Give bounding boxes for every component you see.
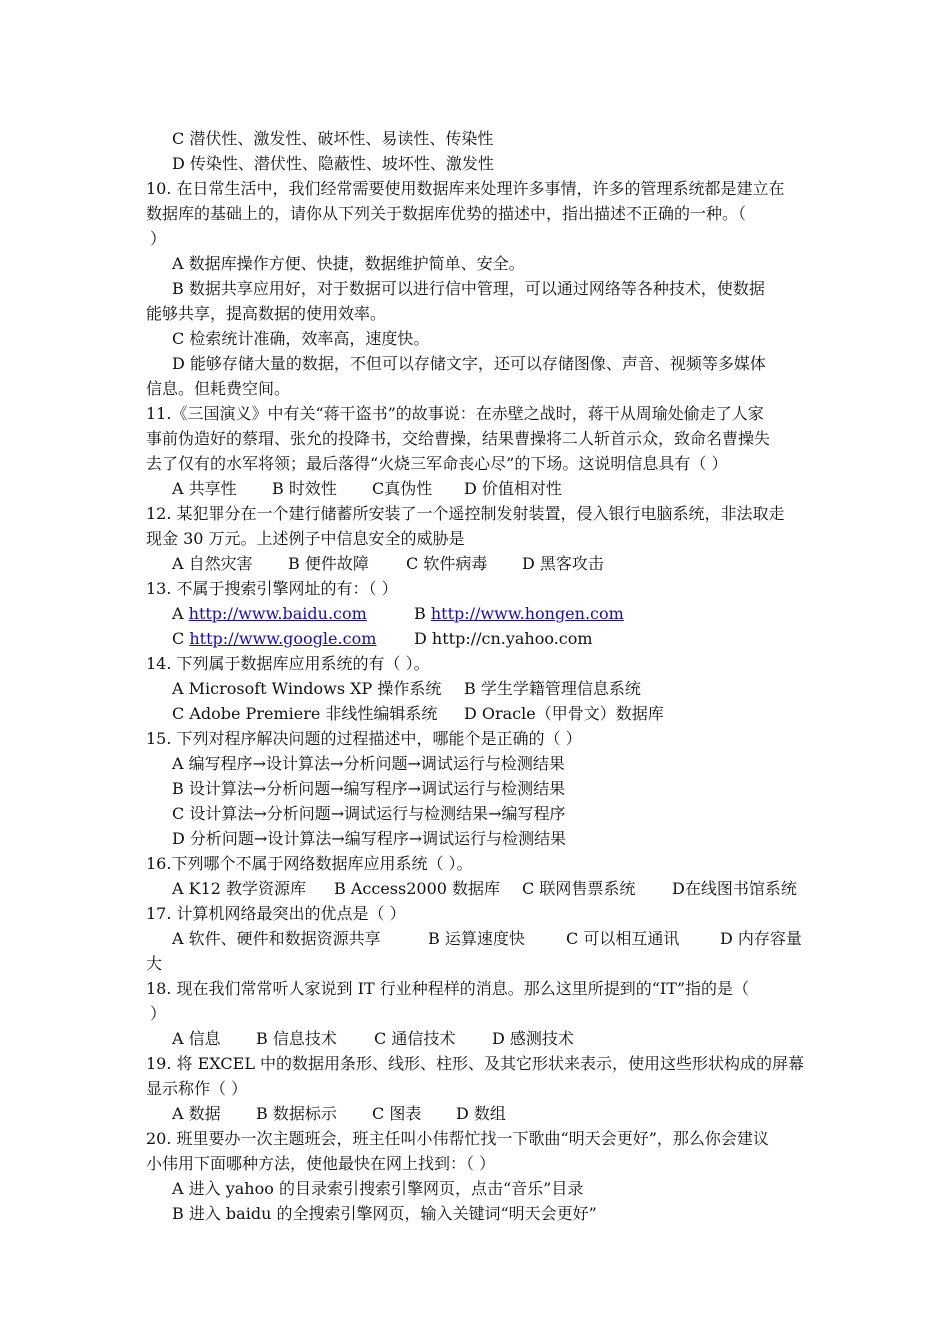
option-b: B 学生学籍管理信息系统 [464,679,641,698]
option-d: D 感测技术 [492,1029,574,1048]
option-label: B [414,604,431,623]
question-11-line: 事前伪造好的蔡瑁、张允的投降书，交给曹操，结果曹操将二人斩首示众，致命名曹操失 [146,429,771,448]
option-a: A 共享性 [172,479,237,498]
option-line: C 潜伏性、激发性、破坏性、易读性、传染性 [172,129,494,148]
option-b: B 便件故障 [288,554,369,573]
option-label: C [172,629,190,648]
option-line: D 能够存储大量的数据，不但可以存储文字，还可以存储图像、声音、视频等多媒体 [172,354,766,373]
option-line: B 数据共享应用好，对于数据可以进行信中管理，可以通过网络等各种技术，使数据 [172,279,765,298]
options-row [146,701,808,726]
option-line: A 数据库操作方便、快捷，数据维护简单、安全。 [172,254,525,273]
question-11-line: 去了仅有的水军将领；最后落得“火烧三军命丧心尽”的下场。这说明信息具有（ ） [146,454,728,473]
option-d: D 价值相对性 [464,479,562,498]
option-b: B 数据标示 [256,1104,337,1123]
question-18-line: 18. 现在我们常常听人家说到 IT 行业种程样的消息。那么这里所提到的“IT”指的是（ [146,979,750,998]
option-b: B 时效性 [272,479,337,498]
option-c: C 软件病毒 [406,554,488,573]
baidu-link[interactable]: http://www.baidu.com [188,604,367,623]
option-label: A [172,604,189,623]
option-c: C真伪性 [372,479,433,498]
question-14-line: 14. 下列属于数据库应用系统的有（ ）。 [146,654,430,673]
question-12-line: 12. 某犯罪分在一个建行储蓄所安装了一个遥控制发射装置，侵入银行电脑系统，非法取走 [146,504,785,523]
options-row [146,926,808,951]
question-17-line: 17. 计算机网络最突出的优点是（ ） [146,904,406,923]
option-a: A K12 教学资源库 [172,879,307,898]
option-a: A 信息 [172,1029,221,1048]
option-a: A 自然灾害 [172,554,253,573]
option-d: D Oracle（甲骨文）数据库 [464,704,664,723]
option-a: A 数据 [172,1104,221,1123]
options-row [146,676,808,701]
option-line: C 设计算法→分析问题→调试运行与检测结果→编写程序 [172,804,566,823]
option-line: C 检索统计准确，效率高，速度快。 [172,329,430,348]
option-c: C 图表 [372,1104,422,1123]
google-link[interactable]: http://www.google.com [189,629,377,648]
options-row [146,476,808,501]
question-18-line: ） [150,1004,167,1023]
option-line: 大 [146,954,163,973]
option-d: D 黑客攻击 [522,554,604,573]
option-c: C 联网售票系统 [522,879,636,898]
question-15-line: 15. 下列对程序解决问题的过程描述中，哪能个是正确的（ ） [146,729,582,748]
option-line: A 进入 yahoo 的目录索引搜索引擎网页，点击“音乐”目录 [172,1179,584,1198]
question-20-line: 小伟用下面哪种方法，使他最快在网上找到：（ ） [146,1154,496,1173]
option-a: A 软件、硬件和数据资源共享 [172,929,381,948]
option-d: D 内存容量 [720,929,802,948]
question-12-line: 现金 30 万元。上述例子中信息安全的威胁是 [146,529,465,548]
option-line: 信息。但耗费空间。 [146,379,291,398]
question-20-line: 20. 班里要办一次主题班会，班主任叫小伟帮忙找一下歌曲“明天会更好”，那么你会建议 [146,1129,769,1148]
option-b: B 信息技术 [256,1029,337,1048]
question-13-line: 13. 不属于搜索引擎网址的有：（ ） [146,579,398,598]
question-text [146,126,808,1226]
option-c: C 通信技术 [374,1029,456,1048]
option-b: B 运算速度快 [428,929,525,948]
option-line: B 进入 baidu 的全搜索引擎网页，输入关键词“明天会更好” [172,1204,597,1223]
option-a [172,601,414,626]
question-10-line: 数据库的基础上的，请你从下列关于数据库优势的描述中，指出描述不正确的一种。（ [146,204,747,223]
options-row [146,601,808,626]
option-b [414,601,624,626]
option-c [172,626,414,651]
options-row [146,1026,808,1051]
option-c: C Adobe Premiere 非线性编辑系统 [172,704,438,723]
question-19-line: 19. 将 EXCEL 中的数据用条形、线形、柱形、及其它形状来表示，使用这些形状构成的屏幕 [146,1054,805,1073]
options-row [146,626,808,651]
option-line: A 编写程序→设计算法→分析问题→调试运行与检测结果 [172,754,565,773]
question-19-line: 显示称作（ ） [146,1079,248,1098]
option-d: D http://cn.yahoo.com [414,629,593,648]
options-row [146,551,808,576]
question-10-line: 10. 在日常生活中，我们经常需要使用数据库来处理许多事情，许多的管理系统都是建立在 [146,179,785,198]
option-line: D 分析问题→设计算法→编写程序→调试运行与检测结果 [172,829,567,848]
option-a: A Microsoft Windows XP 操作系统 [172,679,442,698]
hongen-link[interactable]: http://www.hongen.com [430,604,624,623]
question-11-line: 11.《三国演义》中有关“蒋干盗书”的故事说：在赤壁之战时，蒋干从周瑜处偷走了人家 [146,404,764,423]
option-b: B Access2000 数据库 [334,879,501,898]
options-row [146,1101,808,1126]
question-16-line: 16.下列哪个不属于网络数据库应用系统（ ）。 [146,854,473,873]
option-d: D 数组 [456,1104,506,1123]
option-line: B 设计算法→分析问题→编写程序→调试运行与检测结果 [172,779,566,798]
option-line: 能够共享，提高数据的使用效率。 [146,304,387,323]
options-row [146,876,808,901]
option-c: C 可以相互通讯 [566,929,680,948]
option-line: D 传染性、潜伏性、隐蔽性、坡坏性、激发性 [172,154,494,173]
question-10-line: ） [150,229,167,248]
option-d: D在线图书馆系统 [672,879,797,898]
